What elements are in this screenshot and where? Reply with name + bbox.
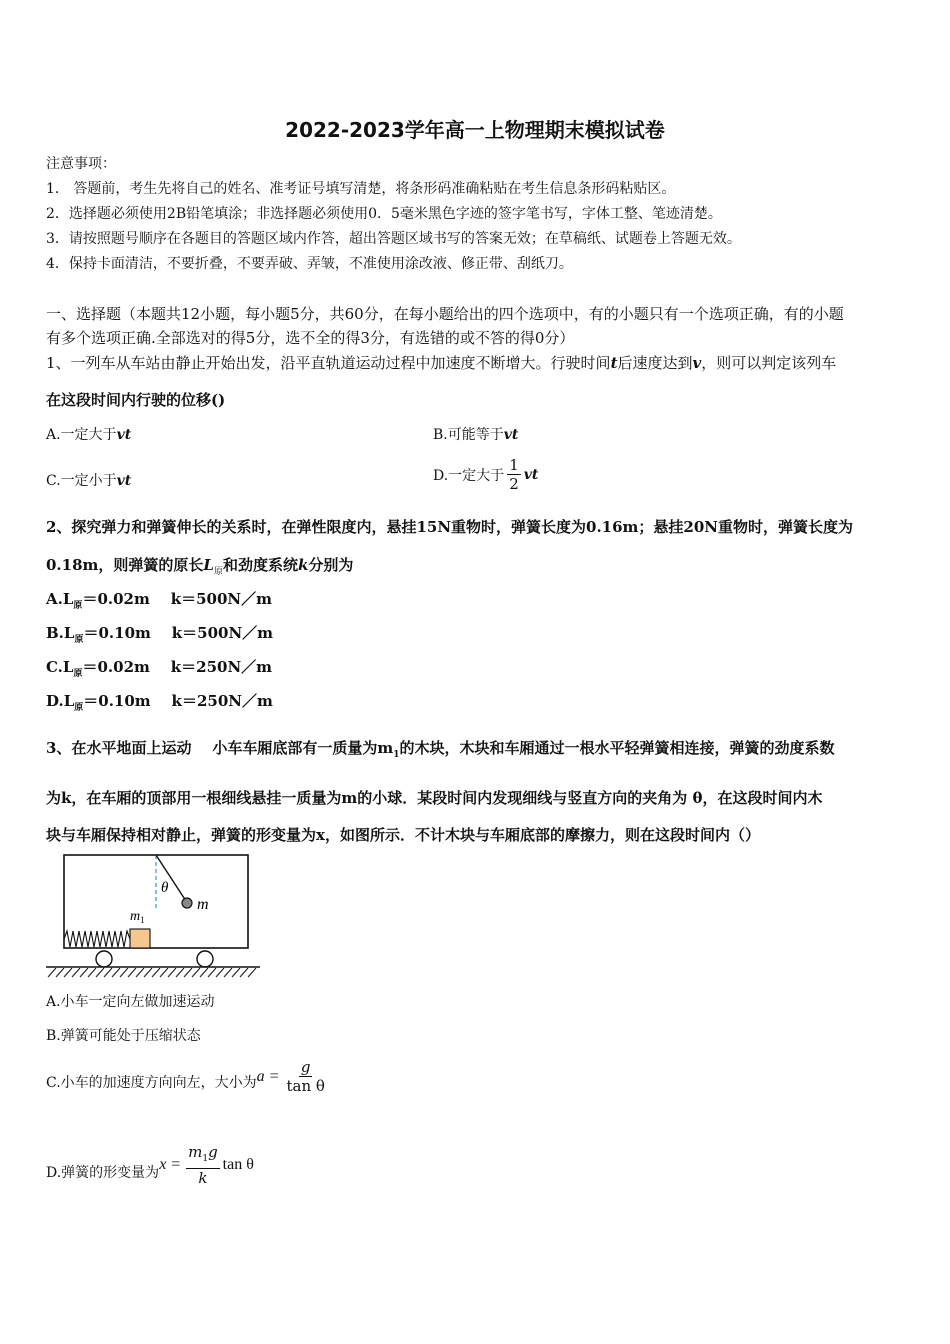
fraction-m1g-over-k: $\frac{m_1g}{k}$ — [188, 1143, 218, 1187]
q2-option-d: $D.L_原=0.10m$ k＝250N／m — [46, 692, 273, 713]
ball — [182, 898, 192, 908]
page-title: 2022-2023学年高一上物理期末模拟试卷 — [285, 118, 665, 142]
notice-heading: 注意事项： — [46, 156, 116, 172]
question-3-stem-cont: 为k，在车厢的顶部用一根细线悬挂一质量为m的小球．某段时间内发现细线与竖直方向的夹角为 θ，在这段时间内木 — [46, 789, 823, 807]
q1-option-c: C.一定小于vt — [46, 473, 132, 489]
section-instructions: 一、选择题（本题共12小题，每小题5分，共60分，在每小题给出的四个选项中，有的小题只有一个选项正确，有的小题 — [46, 305, 844, 323]
spring — [64, 931, 130, 947]
question-2-stem-cont: 0.18m，则弹簧的原长$L_原$和劲度系统k分别为 — [46, 556, 354, 577]
wheel-right — [197, 951, 213, 967]
wooden-block — [130, 929, 150, 948]
question-1-stem: 1、一列车从车站由静止开始出发，沿平直轨道运动过程中加速度不断增大。行驶时间t后速度达到v，则可以判定该列车 — [46, 354, 837, 372]
var-t: t — [610, 354, 618, 372]
ground-hatching — [48, 968, 256, 977]
q1-option-d: D.一定大于 $\frac{1}{2}$ vt — [433, 456, 539, 493]
section-instructions: 有多个选项正确.全部选对的得5分，选不全的得3分，有选错的或不答的得0分） — [46, 329, 575, 347]
wheel-left — [96, 951, 112, 967]
q2-option-c: $C.L_原=0.02m$ k＝250N／m — [46, 658, 273, 679]
question-3-stem: 3、在水平地面上运动 小车车厢底部有一质量为$m_1$的木块，木块和车厢通过一根水平轻弹簧相连接，弹簧的劲度系数 — [46, 739, 835, 760]
q3-option-b: B.弹簧可能处于压缩状态 — [46, 1028, 201, 1044]
fraction-one-half: $\frac{1}{2}$ — [509, 456, 519, 493]
question-3-stem-cont: 块与车厢保持相对静止，弹簧的形变量为x，如图所示．不计木块与车厢底部的摩擦力，则在这段时间内（） — [46, 826, 760, 844]
q3-option-a: A.小车一定向左做加速运动 — [46, 994, 215, 1010]
notice-item: 2．选择题必须使用2B铅笔填涂；非选择题必须使用0．5毫米黑色字迹的签字笔书写，字体工整、笔迹清楚。 — [46, 206, 722, 222]
cart-diagram — [44, 850, 264, 982]
fraction-g-over-tan: $\frac{g}{\text{tan θ}}$ — [286, 1058, 325, 1095]
var-v: v — [692, 354, 702, 372]
q2-option-b: $B.L_原=0.10m$ k＝500N／m — [46, 624, 274, 645]
notice-item: 3．请按照题号顺序在各题目的答题区域内作答，超出答题区域书写的答案无效；在草稿纸、试题卷上答题无效。 — [46, 231, 741, 247]
theta-label: θ — [161, 880, 169, 896]
notice-item: 1． 答题前，考生先将自己的姓名、准考证号填写清楚，将条形码准确粘贴在考生信息条形码粘贴区。 — [46, 181, 676, 197]
q1-option-a: A.一定大于vt — [46, 427, 132, 443]
ball-mass-label: m — [197, 896, 209, 913]
q3-option-c: C.小车的加速度方向向左，大小为 a = $\frac{g}{\text{tan θ}}$ — [46, 1058, 325, 1095]
question-2-stem: 2、探究弹力和弹簧伸长的关系时，在弹性限度内，悬挂15N重物时，弹簧长度为0.16m；悬挂20N重物时，弹簧长度为 — [46, 518, 854, 536]
q2-option-a: $A.L_原=0.02m$ k＝500N／m — [46, 590, 273, 611]
question-1-stem-cont: 在这段时间内行驶的位移() — [46, 391, 226, 409]
notice-item: 4．保持卡面清洁，不要折叠，不要弄破、弄皱，不准使用涂改液、修正带、刮纸刀。 — [46, 256, 573, 272]
block-mass-label: $m_1$ — [130, 909, 145, 925]
q3-option-d: D.弹簧的形变量为 x = $\frac{m_1g}{k}$ tan θ — [46, 1143, 254, 1187]
q1-option-b: B.可能等于vt — [433, 427, 519, 443]
